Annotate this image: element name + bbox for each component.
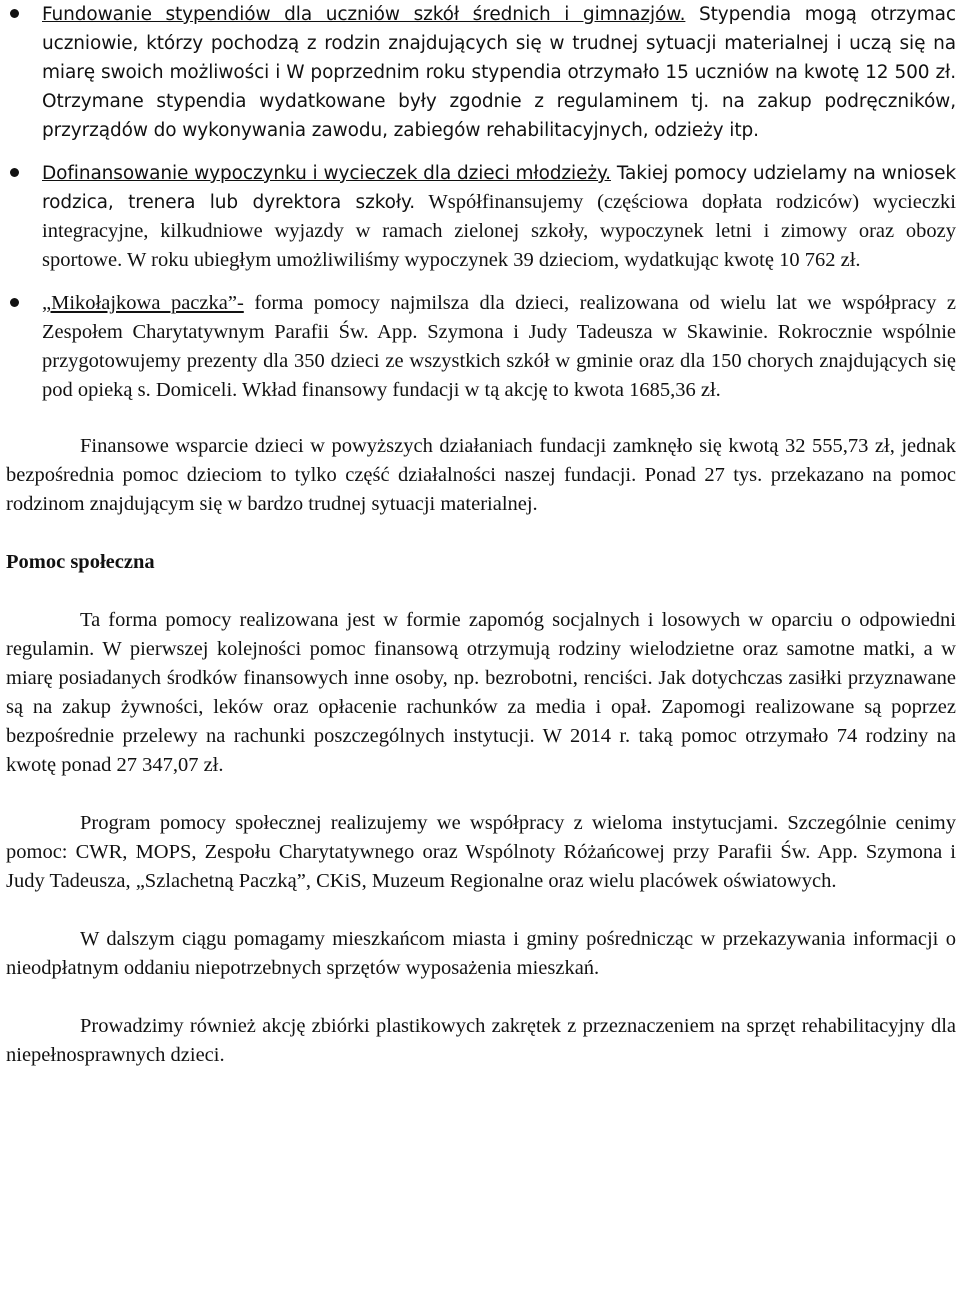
bullet-icon: [10, 9, 19, 18]
spacer: [6, 405, 956, 432]
bullet-list: [6, 0, 956, 405]
list-item-scholarships: [6, 0, 956, 145]
bullet-icon: [10, 298, 19, 307]
bullet-icon: [10, 168, 19, 177]
scholarships-paragraph: [42, 0, 956, 145]
caps-collection-paragraph: Prowadzimy również akcję zbiórki plastikowych zakrętek z przeznaczeniem na sprzęt rehabilitacyjny dla niepełnosprawnych dzieci.: [6, 1015, 956, 1066]
santa-package-text: forma pomocy najmilsza dla dzieci, realizowana od wielu lat we współpracy z Zespołem Charytatywnym Parafii Św. App. Szymona i Judy Tadeusza w Skawinie. Rokrocznie wspólnie przygotowujemy prezenty dla 350 dzieci ze wszystkich szkół w gminie oraz dla 150 chorych znajdujących się pod opieką s. Domiceli. Wkład finansowy fundacji w tą akcję to kwota 1685,36 zł.: [42, 292, 956, 401]
spacer: [6, 780, 956, 809]
spacer: [6, 983, 956, 1012]
holidays-text-sans: Takiej pomocy udzielamy na wniosek rodzica, trenera lub dyrektora szkoły.: [42, 163, 956, 213]
list-item-santa-package: [6, 289, 956, 405]
spacer: [6, 577, 956, 606]
cooperation-paragraph: Program pomocy społecznej realizujemy we współpracy z wieloma instytucjami. Szczególnie cenimy pomoc: CWR, MOPS, Zespołu Charytatywnego oraz Wspólnoty Różańcowej przy Parafii Św. App. Szymona i Judy Tadeusza, „Szlachetną Paczką”, CKiS, Muzeum Regionalne oraz wielu placówek oświatowych.: [6, 812, 956, 892]
santa-package-title: „Mikołajkowa paczka”-: [42, 292, 244, 314]
spacer: [6, 896, 956, 925]
mediation-paragraph: W dalszym ciągu pomagamy mieszkańcom miasta i gminy pośrednicząc w przekazywania informacji o nieodpłatnym oddaniu niepotrzebnych sprzętów wyposażenia mieszkań.: [6, 928, 956, 979]
scholarships-title: Fundowanie stypendiów dla uczniów szkół średnich i gimnazjów.: [42, 4, 686, 25]
santa-package-paragraph: [42, 289, 956, 405]
list-item-holidays: [6, 159, 956, 275]
holidays-text-serif: Współfinansujemy (częściowa dopłata rodziców) wycieczki integracyjne, kilkudniowe wyjazdy w ramach zielonej szkoły, wypoczynek letni i zimowy oraz obozy sportowe. W roku ubiegłym umożliwiliśmy wypoczynek 39 dzieciom, wydatkując kwotę 10 762 zł.: [42, 191, 956, 271]
spacer: [6, 275, 956, 289]
holidays-paragraph: [42, 159, 956, 275]
finance-paragraph: Finansowe wsparcie dzieci w powyższych działaniach fundacji zamknęło się kwotą 32 555,73 zł, jednak bezpośrednia pomoc dzieciom to tylko część działalności naszej fundacji. Ponad 27 tys. przekazano na pomoc rodzinom znajdującym się w bardzo trudnej sytuacji materialnej.: [6, 435, 956, 515]
holidays-title: Dofinansowanie wypoczynku i wycieczek dla dzieci młodzieży.: [42, 163, 611, 184]
scholarships-text: Stypendia mogą otrzymac uczniowie, którzy pochodzą z rodzin znajdujących się w trudnej sytuacji materialnej i uczą się na miarę swoich możliwości i W poprzednim roku stypendia otrzymało 15 uczniów na kwotę 12 500 zł. Otrzymane stypendia wydatkowane były zgodnie z regulaminem tj. na zakup podręczników, przyrządów do wykonywania zawodu, zabiegów rehabilitacyjnych, odzieży itp.: [42, 4, 956, 141]
spacer: [6, 519, 956, 548]
social-aid-paragraph: Ta forma pomocy realizowana jest w formie zapomóg socjalnych i losowych w oparciu o odpowiedni regulamin. W pierwszej kolejności pomoc finansową otrzymują rodziny wielodzietne oraz samotne matki, a w miarę posiadanych środków finansowych inne osoby, np. bezrobotni, renciści. Jak dotychczas zasiłki przyznawane są na zakup żywności, leków oraz opłacenie rachunków za media i opał. Zapomogi realizowane są poprzez bezpośrednie przelewy na rachunki poszczególnych instytucji. W 2014 r. taką pomoc otrzymało 74 rodziny na kwotę ponad 27 347,07 zł.: [6, 609, 956, 776]
document-page: [6, 0, 956, 1070]
spacer: [6, 145, 956, 159]
section-heading: Pomoc społeczna: [6, 551, 155, 573]
